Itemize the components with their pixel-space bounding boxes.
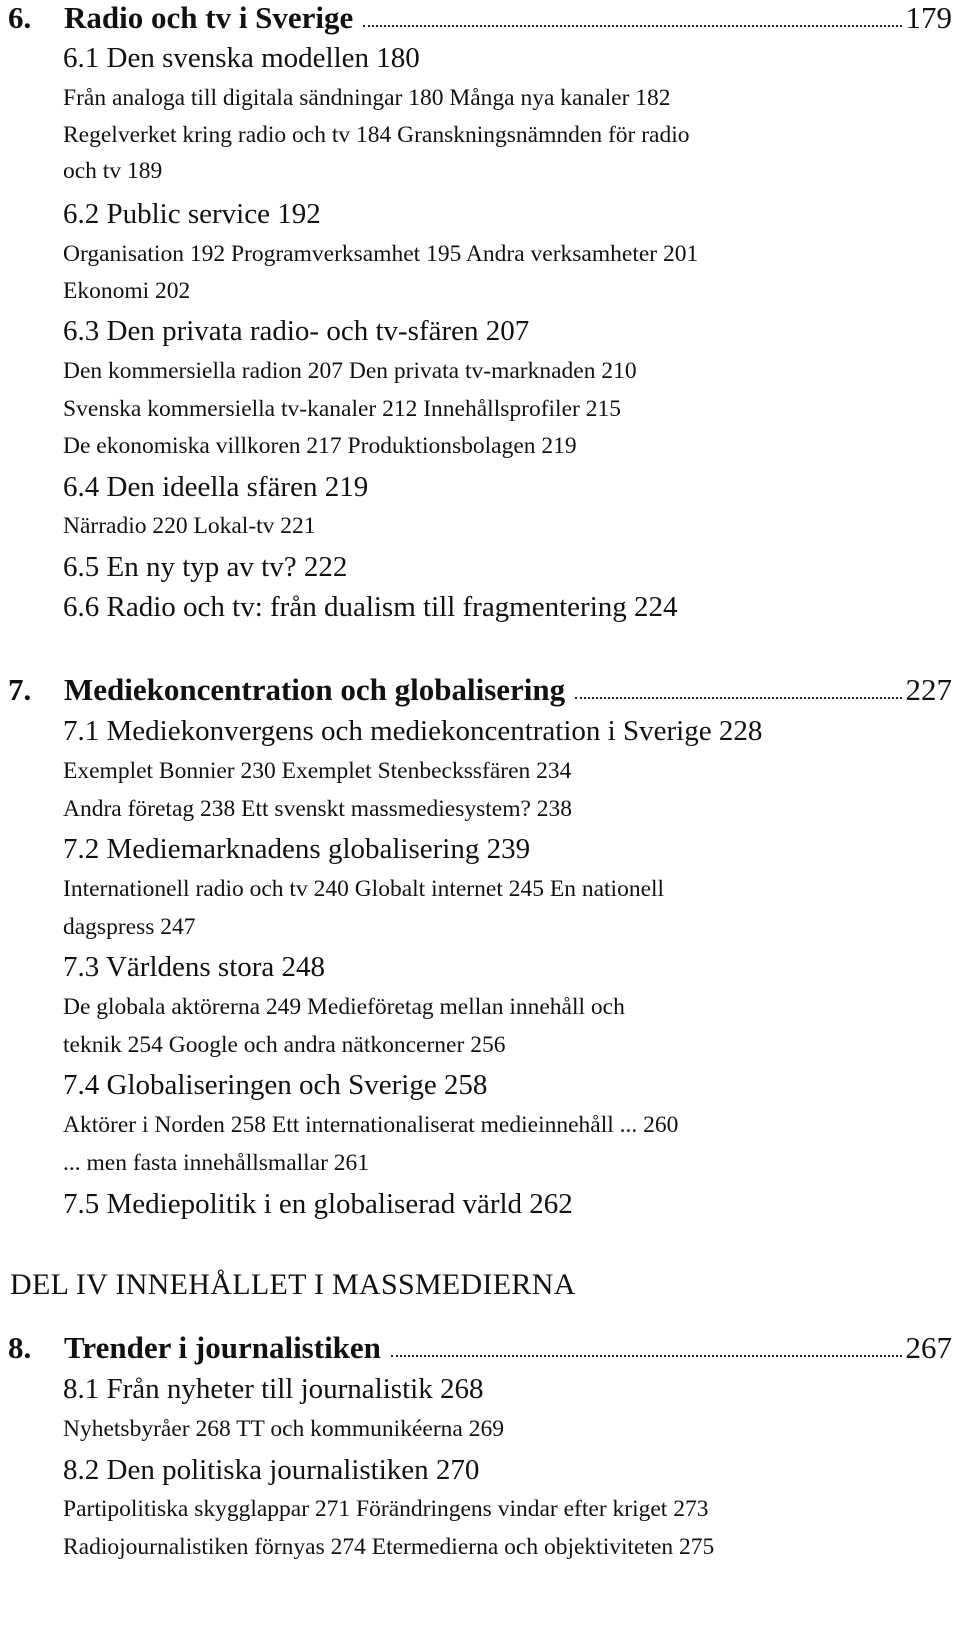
subsection-line: teknik 254 Google och andra nätkoncerner 256	[63, 1032, 506, 1058]
section-8-1: 8.1 Från nyheter till journalistik 268	[63, 1373, 484, 1405]
chapter-number: 7.	[8, 672, 32, 707]
subsection-line: Andra företag 238 Ett svenskt massmediesystem? 238	[63, 796, 573, 822]
section-6-1: 6.1 Den svenska modellen 180	[63, 42, 420, 74]
section-7-4: 7.4 Globaliseringen och Sverige 258	[63, 1069, 488, 1101]
subsection-line: Svenska kommersiella tv-kanaler 212 Innehållsprofiler 215	[63, 396, 621, 422]
subsection-line: Den kommersiella radion 207 Den privata tv-marknaden 210	[63, 358, 637, 384]
chapter-number: 8.	[8, 1330, 32, 1365]
dot-leader	[391, 1355, 902, 1357]
subsection-line: och tv 189	[63, 158, 163, 184]
subsection-line: Internationell radio och tv 240 Globalt internet 245 En nationell	[63, 876, 665, 902]
subsection-line: Regelverket kring radio och tv 184 Granskningsnämnden för radio	[63, 122, 690, 148]
chapter-page-number: 179	[905, 0, 952, 35]
part-heading: DEL IV INNEHÅLLET I MASSMEDIERNA	[10, 1268, 576, 1301]
section-6-5: 6.5 En ny typ av tv? 222	[63, 551, 348, 583]
chapter-title: Trender i journalistiken	[64, 1330, 381, 1365]
chapter-title: Radio och tv i Sverige	[64, 0, 354, 35]
chapter-page-number: 227	[905, 672, 952, 707]
dot-leader	[363, 25, 901, 27]
section-7-2: 7.2 Mediemarknadens globalisering 239	[63, 833, 531, 865]
section-8-2: 8.2 Den politiska journalistiken 270	[63, 1454, 480, 1486]
chapter-8-heading	[8, 1332, 952, 1363]
subsection-line: Exemplet Bonnier 230 Exemplet Stenbeckssfären 234	[63, 758, 572, 784]
chapter-title: Mediekoncentration och globalisering	[64, 672, 566, 707]
section-7-3: 7.3 Världens stora 248	[63, 951, 326, 983]
subsection-line: De ekonomiska villkoren 217 Produktionsbolagen 219	[63, 433, 577, 459]
dot-leader	[575, 697, 901, 699]
subsection-line: De globala aktörerna 249 Medieföretag mellan innehåll och	[63, 994, 625, 1020]
subsection-line: Organisation 192 Programverksamhet 195 Andra verksamheter 201	[63, 241, 699, 267]
subsection-line: ... men fasta innehållsmallar 261	[63, 1150, 370, 1176]
chapter-page-number: 267	[905, 1330, 952, 1365]
subsection-line: Från analoga till digitala sändningar 180 Många nya kanaler 182	[63, 85, 671, 111]
subsection-line: Närradio 220 Lokal-tv 221	[63, 513, 316, 539]
subsection-line: Ekonomi 202	[63, 278, 191, 304]
section-6-4: 6.4 Den ideella sfären 219	[63, 471, 369, 503]
subsection-line: Nyhetsbyråer 268 TT och kommunikéerna 269	[63, 1416, 504, 1442]
chapter-7-heading	[8, 674, 952, 705]
section-7-1: 7.1 Mediekonvergens och mediekoncentration i Sverige 228	[63, 715, 763, 747]
subsection-line: Aktörer i Norden 258 Ett internationaliserat medieinnehåll ... 260	[63, 1112, 679, 1138]
section-6-3: 6.3 Den privata radio- och tv-sfären 207	[63, 315, 530, 347]
subsection-line: Partipolitiska skygglappar 271 Förändringens vindar efter kriget 273	[63, 1496, 709, 1522]
chapter-6-heading	[8, 2, 952, 33]
section-6-6: 6.6 Radio och tv: från dualism till fragmentering 224	[63, 591, 678, 623]
section-7-5: 7.5 Mediepolitik i en globaliserad värld 262	[63, 1188, 573, 1220]
subsection-line: Radiojournalistiken förnyas 274 Etermedierna och objektiviteten 275	[63, 1534, 715, 1560]
chapter-number: 6.	[8, 0, 32, 35]
section-6-2: 6.2 Public service 192	[63, 198, 321, 230]
subsection-line: dagspress 247	[63, 914, 196, 940]
